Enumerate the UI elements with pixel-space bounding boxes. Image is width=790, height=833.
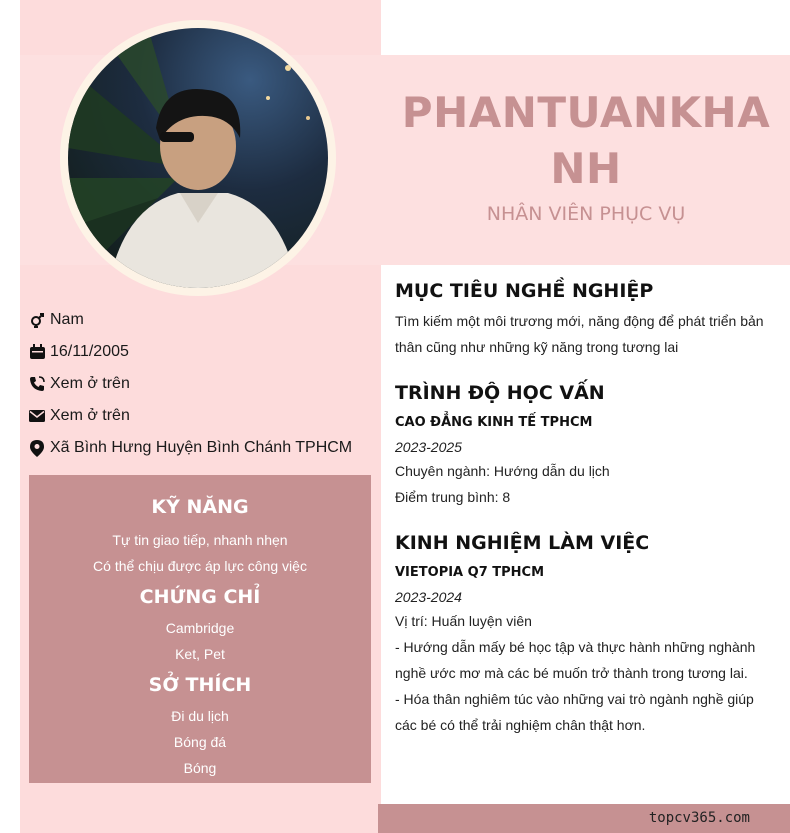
info-birthdate	[28, 336, 373, 368]
phone-icon	[28, 375, 46, 393]
info-phone-text: Xem ở trên	[50, 375, 130, 392]
info-birthdate-text: 16/11/2005	[50, 343, 129, 360]
company-name: VIETOPIA Q7 TPHCM	[395, 565, 545, 580]
job-title: NHÂN VIÊN PHỤC VỤ	[486, 203, 686, 225]
objective-heading: MỤC TIÊU NGHỀ NGHIỆP	[395, 280, 654, 302]
education-major: Chuyên ngành: Hướng dẫn du lịch	[395, 463, 610, 479]
info-gender	[28, 304, 373, 336]
certificates-heading: CHỨNG CHỈ	[139, 586, 261, 608]
skills-panel	[29, 475, 371, 783]
certificate-item: Ket, Pet	[175, 646, 225, 662]
skill-item: Có thể chịu được áp lực công việc	[93, 558, 307, 574]
info-gender-text: Nam	[50, 311, 84, 328]
main-content	[395, 278, 770, 738]
location-pin-icon	[28, 439, 46, 457]
hobby-item: Đi du lịch	[171, 708, 229, 724]
info-address	[28, 432, 373, 464]
experience-heading: KINH NGHIỆM LÀM VIỆC	[395, 532, 650, 554]
certificate-item: Cambridge	[165, 620, 235, 636]
skills-heading: KỸ NĂNG	[151, 496, 249, 518]
skill-item: Tự tin giao tiếp, nhanh nhẹn	[112, 532, 288, 548]
profile-photo-frame	[60, 20, 336, 296]
education-years: 2023-2025	[395, 439, 462, 455]
name-header	[395, 85, 777, 225]
info-address-text: Xã Bình Hưng Huyện Bình Chánh TPHCM	[50, 439, 353, 456]
hobby-item: Bóng	[183, 760, 217, 776]
calendar-icon	[28, 343, 46, 361]
candidate-name: PHANTUANKHANH	[401, 88, 771, 193]
hobbies-heading: SỞ THÍCH	[148, 674, 252, 696]
info-phone	[28, 368, 373, 400]
info-email-text: Xem ở trên	[50, 407, 130, 424]
gender-icon	[28, 311, 46, 329]
info-email	[28, 400, 373, 432]
profile-photo	[68, 28, 328, 288]
education-heading: TRÌNH ĐỘ HỌC VẤN	[395, 382, 605, 404]
envelope-icon	[28, 407, 46, 425]
experience-years: 2023-2024	[395, 589, 462, 605]
experience-duty: - Hóa thân nghiêm túc vào những vai trò ngành nghề giúp các bé có thể trải nghiệm chân thật hơn.	[395, 691, 754, 733]
footer-bar	[378, 804, 790, 833]
school-name: CAO ĐẲNG KINH TẾ TPHCM	[395, 415, 593, 430]
personal-info-list	[28, 304, 373, 464]
objective-text: Tìm kiếm một môi trương mới, năng động để phát triển bản thân cũng như những kỹ năng trong tương lai	[395, 313, 764, 355]
education-gpa: Điểm trung bình: 8	[395, 489, 511, 505]
profile-photo-illustration	[68, 28, 328, 288]
hobby-item: Bóng đá	[173, 734, 227, 750]
experience-duty: - Hướng dẫn mấy bé học tập và thực hành những nghành nghề ước mơ mà các bé muốn trở thành trong tương lai.	[395, 639, 756, 681]
experience-position: Vị trí: Huấn luyện viên	[395, 613, 532, 629]
watermark-text: topcv365.com	[648, 810, 750, 826]
